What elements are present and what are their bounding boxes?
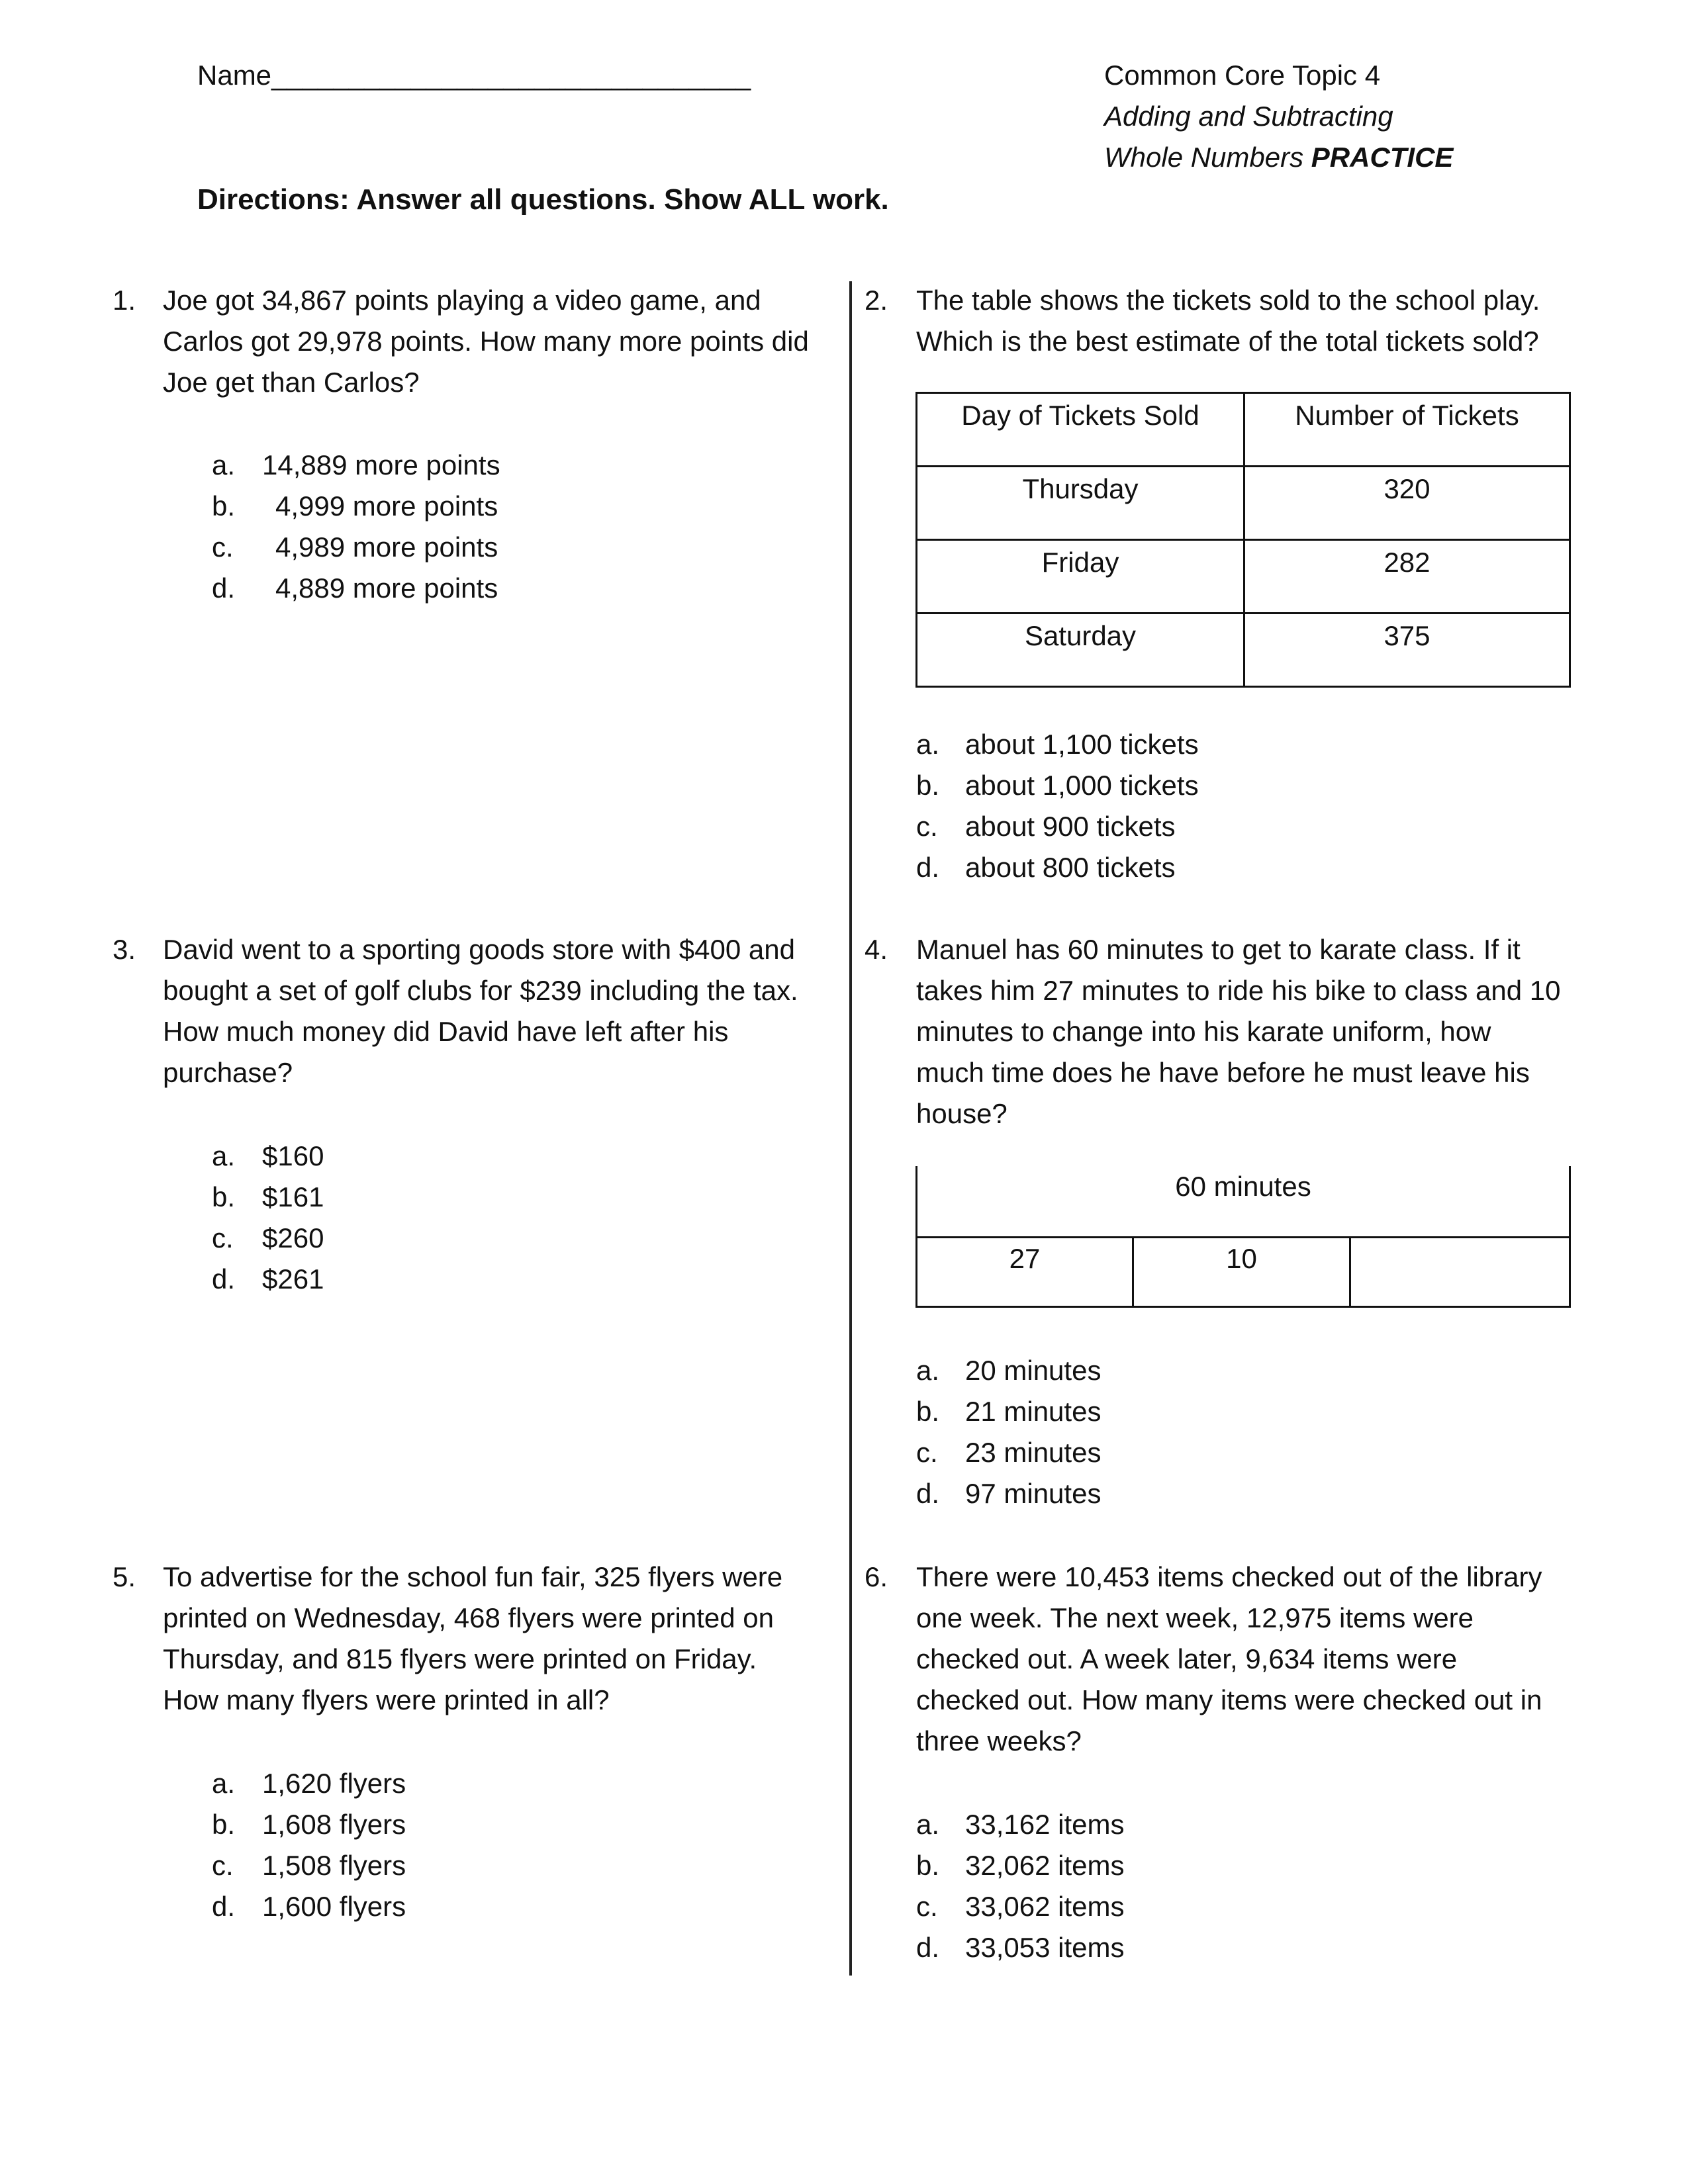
table-row — [917, 540, 1570, 614]
question-line: checked out. A week later, 9,634 items were — [916, 1643, 1458, 1674]
topic-subtitle-line2 — [1104, 137, 1453, 178]
question-2-number: 2. — [865, 285, 888, 316]
choice-d[interactable] — [916, 1927, 1313, 1968]
choice-text: 33,162 items — [965, 1809, 1125, 1840]
choice-text: $261 — [262, 1263, 324, 1295]
choice-text: 33,062 items — [965, 1891, 1125, 1922]
choice-letter: c. — [916, 1891, 938, 1922]
choice-letter: c. — [916, 1437, 938, 1468]
choice-a[interactable] — [916, 1350, 1313, 1391]
choice-b[interactable] — [212, 486, 609, 527]
choice-b[interactable] — [916, 765, 1380, 806]
choice-letter: d. — [212, 1891, 236, 1922]
question-4-choices — [916, 1350, 1313, 1514]
choice-letter: a. — [916, 1809, 940, 1840]
choice-text: about 1,000 tickets — [965, 770, 1199, 801]
question-1-number: 1. — [113, 285, 136, 316]
table-header-cell: Day of Tickets Sold — [917, 393, 1244, 467]
question-4-number: 4. — [865, 934, 888, 965]
question-line: purchase? — [163, 1057, 293, 1088]
table-cell: Thursday — [917, 467, 1244, 540]
question-4-text — [916, 929, 1561, 1134]
question-line: takes him 27 minutes to ride his bike to class and 10 — [916, 975, 1561, 1006]
question-2-choices — [916, 724, 1380, 888]
choice-letter: d. — [916, 1932, 940, 1963]
tape-total-label: 60 minutes — [1175, 1171, 1311, 1202]
choice-letter: b. — [212, 1181, 236, 1212]
choice-a[interactable] — [212, 1136, 543, 1177]
choice-c[interactable] — [212, 527, 609, 568]
choice-letter: d. — [212, 1263, 236, 1295]
choice-a[interactable] — [212, 445, 609, 486]
table-cell: 375 — [1244, 614, 1570, 687]
question-5-number: 5. — [113, 1561, 136, 1592]
column-divider — [849, 281, 852, 1976]
tape-total — [915, 1166, 1571, 1236]
question-3-text — [163, 929, 798, 1093]
question-line: David went to a sporting goods store with $400 and — [163, 934, 795, 965]
choice-text: 1,508 flyers — [262, 1850, 406, 1881]
question-line: How much money did David have left after his — [163, 1016, 729, 1047]
choice-d[interactable] — [212, 568, 609, 609]
choice-text: 1,620 flyers — [262, 1768, 406, 1799]
choice-letter: d. — [212, 572, 236, 604]
choice-text: 14,889 more points — [262, 449, 500, 480]
choice-text: 4,999 more points — [275, 490, 498, 522]
table-cell: 320 — [1244, 467, 1570, 540]
choice-a[interactable] — [916, 724, 1380, 765]
choice-b[interactable] — [212, 1804, 609, 1845]
question-line: To advertise for the school fun fair, 325 flyers were — [163, 1561, 783, 1592]
question-line: much time does he have before he must leave his — [916, 1057, 1530, 1088]
choice-letter: a. — [916, 729, 940, 760]
choice-text: 33,053 items — [965, 1932, 1125, 1963]
table-cell: Friday — [917, 540, 1244, 614]
question-line: Which is the best estimate of the total tickets sold? — [916, 326, 1539, 357]
subtitle-bold: PRACTICE — [1311, 142, 1454, 173]
question-line: house? — [916, 1098, 1008, 1129]
choice-text: 97 minutes — [965, 1478, 1102, 1509]
choice-text: $160 — [262, 1140, 324, 1171]
table-header-cell: Number of Tickets — [1244, 393, 1570, 467]
question-5-text — [163, 1557, 782, 1721]
choice-a[interactable] — [212, 1763, 609, 1804]
topic-title: Common Core Topic 4 — [1104, 60, 1381, 91]
choice-text: about 900 tickets — [965, 811, 1176, 842]
tape-part-unknown — [1349, 1236, 1571, 1308]
choice-letter: b. — [916, 770, 940, 801]
table-cell: Saturday — [917, 614, 1244, 687]
choice-d[interactable] — [916, 847, 1380, 888]
choice-text: about 800 tickets — [965, 852, 1176, 883]
subtitle-plain: Whole Numbers — [1104, 142, 1311, 173]
name-field-label: Name_______________________________ — [197, 60, 751, 91]
choice-text: about 1,100 tickets — [965, 729, 1199, 760]
question-line: one week. The next week, 12,975 items were — [916, 1602, 1474, 1633]
question-line: bought a set of golf clubs for $239 including the tax. — [163, 975, 798, 1006]
question-6-number: 6. — [865, 1561, 888, 1592]
choice-letter: a. — [212, 449, 236, 480]
choice-letter: d. — [916, 1478, 940, 1509]
choice-letter: a. — [212, 1768, 236, 1799]
choice-b[interactable] — [212, 1177, 543, 1218]
table-header-row — [917, 393, 1570, 467]
choice-text: 23 minutes — [965, 1437, 1102, 1468]
question-1-text — [163, 280, 809, 403]
question-1-choices — [212, 445, 609, 609]
table-row — [917, 614, 1570, 687]
question-line: Manuel has 60 minutes to get to karate class. If it — [916, 934, 1521, 965]
choice-letter: b. — [916, 1850, 940, 1881]
choice-letter: a. — [916, 1355, 940, 1386]
choice-letter: b. — [212, 490, 236, 522]
question-line: three weeks? — [916, 1725, 1082, 1756]
question-3-number: 3. — [113, 934, 136, 965]
choice-letter: c. — [212, 1222, 234, 1253]
choice-letter: b. — [212, 1809, 236, 1840]
choice-a[interactable] — [916, 1804, 1313, 1845]
question-line: Joe get than Carlos? — [163, 367, 420, 398]
question-line: Joe got 34,867 points playing a video game, and — [163, 285, 761, 316]
choice-letter: c. — [212, 531, 234, 563]
choice-letter: c. — [916, 811, 938, 842]
question-line: minutes to change into his karate uniform, how — [916, 1016, 1491, 1047]
tape-diagram — [915, 1166, 1571, 1312]
tape-part: 10 — [1132, 1236, 1351, 1308]
choice-letter: d. — [916, 852, 940, 883]
question-6-choices — [916, 1804, 1313, 1968]
choice-d[interactable] — [916, 1473, 1313, 1514]
choice-text: 1,600 flyers — [262, 1891, 406, 1922]
question-line: There were 10,453 items checked out of the library — [916, 1561, 1542, 1592]
choice-c[interactable] — [212, 1845, 609, 1886]
question-line: checked out. How many items were checked out in — [916, 1684, 1542, 1715]
choice-text: 21 minutes — [965, 1396, 1102, 1427]
topic-subtitle-line1: Adding and Subtracting — [1104, 101, 1393, 132]
tickets-table — [915, 392, 1571, 688]
directions: Directions: Answer all questions. Show ALL work. — [197, 183, 889, 216]
choice-c[interactable] — [212, 1218, 543, 1259]
choice-text: 4,889 more points — [275, 572, 498, 604]
choice-letter: a. — [212, 1140, 236, 1171]
choice-c[interactable] — [916, 1886, 1313, 1927]
choice-text: 4,989 more points — [275, 531, 498, 563]
question-line: Carlos got 29,978 points. How many more points did — [163, 326, 809, 357]
question-line: Thursday, and 815 flyers were printed on Friday. — [163, 1643, 757, 1674]
choice-text: 32,062 items — [965, 1850, 1125, 1881]
choice-text: 1,608 flyers — [262, 1809, 406, 1840]
tape-part: 27 — [915, 1236, 1134, 1308]
choice-b[interactable] — [916, 1845, 1313, 1886]
question-line: The table shows the tickets sold to the school play. — [916, 285, 1540, 316]
choice-c[interactable] — [916, 806, 1380, 847]
choice-letter: b. — [916, 1396, 940, 1427]
question-3-choices — [212, 1136, 543, 1300]
choice-d[interactable] — [212, 1259, 543, 1300]
choice-text: 20 minutes — [965, 1355, 1102, 1386]
choice-text: $161 — [262, 1181, 324, 1212]
question-line: printed on Wednesday, 468 flyers were printed on — [163, 1602, 774, 1633]
choice-d[interactable] — [212, 1886, 609, 1927]
choice-text: $260 — [262, 1222, 324, 1253]
question-2-text — [916, 280, 1540, 362]
question-5-choices — [212, 1763, 609, 1927]
choice-letter: c. — [212, 1850, 234, 1881]
question-line: How many flyers were printed in all? — [163, 1684, 610, 1715]
choice-b[interactable] — [916, 1391, 1313, 1432]
question-6-text — [916, 1557, 1542, 1762]
table-cell: 282 — [1244, 540, 1570, 614]
choice-c[interactable] — [916, 1432, 1313, 1473]
table-row — [917, 467, 1570, 540]
